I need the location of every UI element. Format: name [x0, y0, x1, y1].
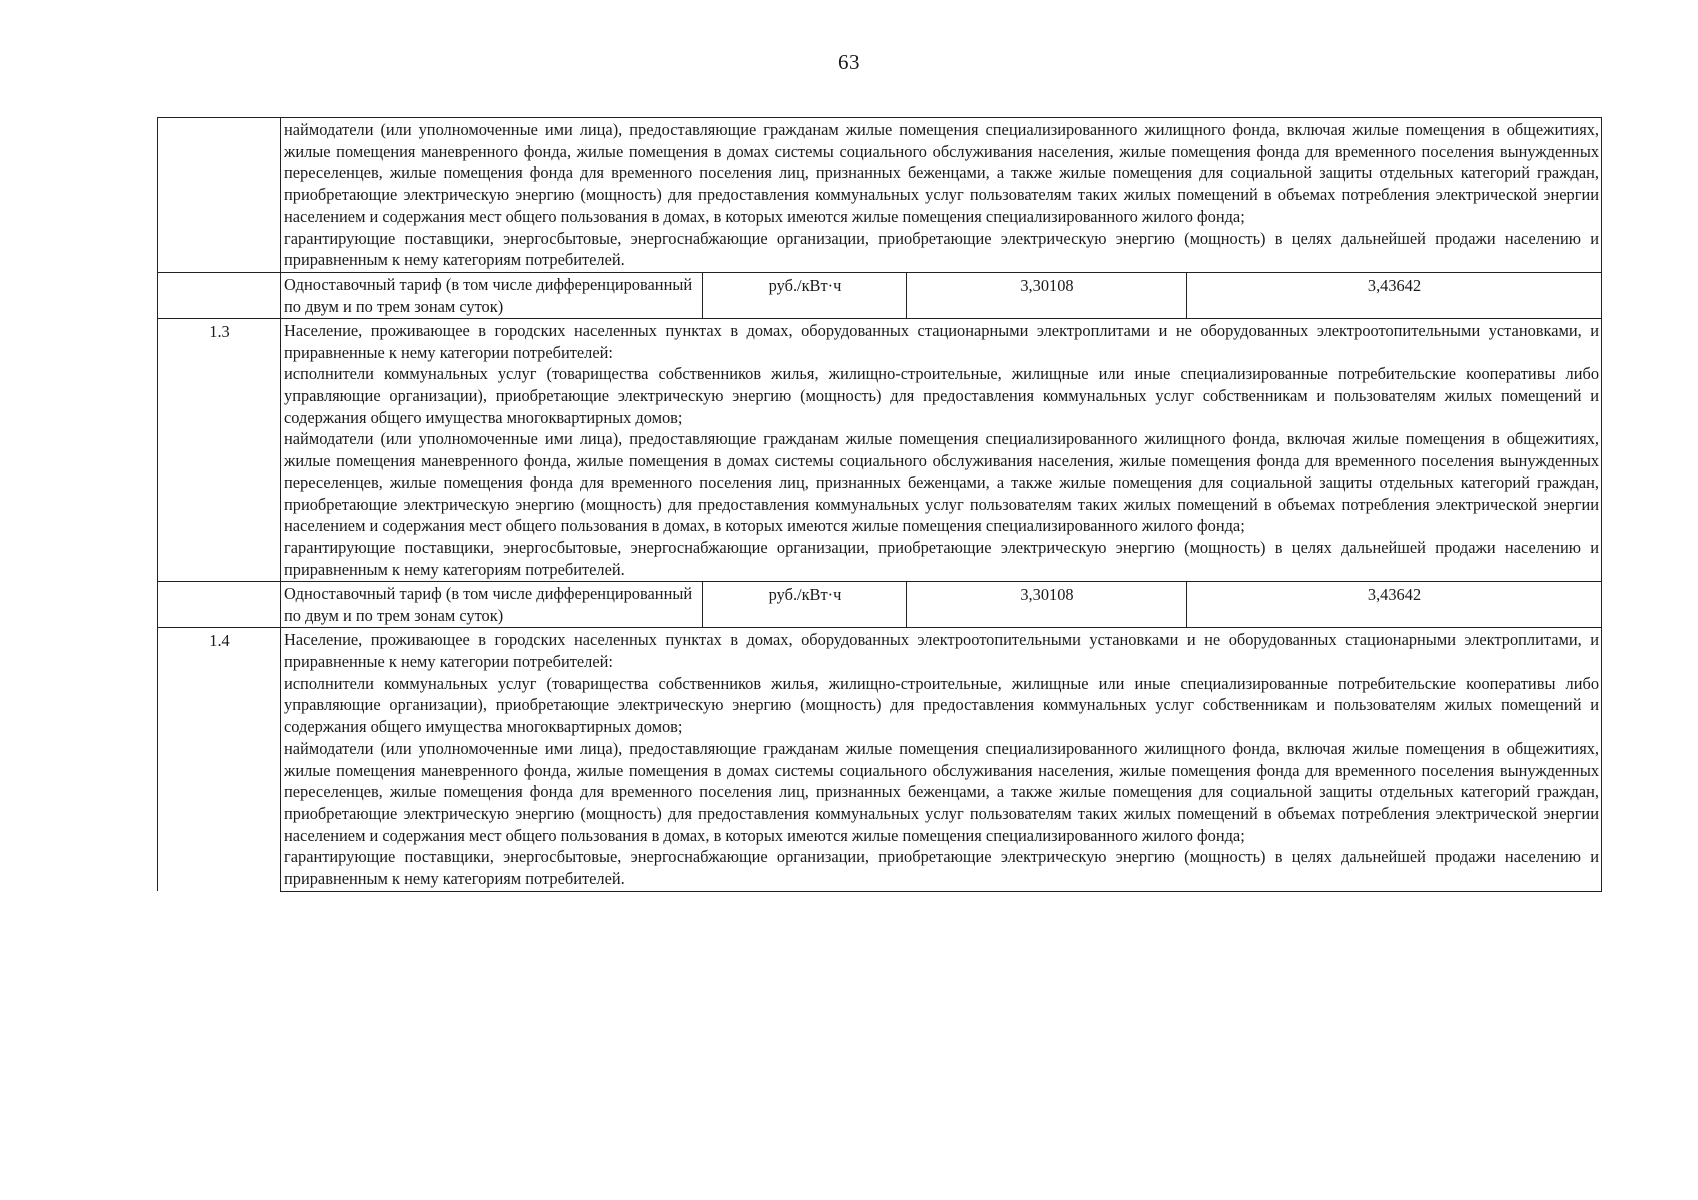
row-number-cell	[158, 582, 281, 628]
table-row-1-4	[158, 628, 1602, 891]
tariff-value-second-half-cell: 3,43642	[1187, 272, 1602, 318]
row-number-cell: 1.4	[158, 628, 281, 891]
row-description-cell	[281, 118, 1602, 273]
tariff-table	[157, 117, 1602, 892]
tariff-value-second-half-cell: 3,43642	[1187, 582, 1602, 628]
description-paragraph: гарантирующие поставщики, энергосбытовые, энергоснабжающие организации, приобретающие электрическую энергию (мощность) в целях дальнейшей продажи населению и приравненным к нему категориям потребителей.	[284, 847, 1600, 889]
tariff-value-first-half-cell: 3,30108	[907, 582, 1187, 628]
row-description-cell	[281, 628, 1602, 891]
tariff-value-first-half-cell: 3,30108	[907, 272, 1187, 318]
page-number: 63	[838, 50, 860, 74]
table-row-1-3	[158, 318, 1602, 581]
tariff-unit-cell: руб./кВт·ч	[703, 582, 907, 628]
row-number-cell: 1.3	[158, 318, 281, 581]
description-paragraph: наймодатели (или уполномоченные ими лица), предоставляющие гражданам жилые помещения специализированного жилищного фонда, включая жилые помещения в общежитиях, жилые помещения маневренного фонда, жилые помещения в домах системы социального обслуживания населения, жилые помещения фонда для временного поселения вынужденных переселенцев, жилые помещения фонда для временного поселения лиц, признанных беженцами, а также жилые помещения для социальной защиты отдельных категорий граждан, приобретающие электрическую энергию (мощность) для предоставления коммунальных услуг пользователям таких жилых помещений в объемах потребления электрической энергии населением и содержания мест общего пользования в домах, в которых имеются жилые помещения специализированного жилого фонда;	[284, 429, 1600, 536]
row-number-cell	[158, 272, 281, 318]
description-paragraph: Население, проживающее в городских населенных пунктах в домах, оборудованных стационарными электроплитами и не оборудованных электроотопительными установками, и приравненные к нему категории потребителей:	[284, 320, 1600, 362]
description-paragraph: исполнители коммунальных услуг (товарищества собственников жилья, жилищно-строительные, жилищные или иные специализированные потребительские кооперативы либо управляющие организации), приобретающие электрическую энергию (мощность) для предоставления коммунальных услуг собственникам и пользователям жилых помещений и содержания общего имущества многоквартирных домов;	[284, 673, 1600, 737]
row-number-cell	[158, 118, 281, 273]
description-paragraph: гарантирующие поставщики, энергосбытовые, энергоснабжающие организации, приобретающие электрическую энергию (мощность) в целях дальнейшей продажи населению и приравненным к нему категориям потребителей.	[284, 537, 1600, 579]
description-paragraph: гарантирующие поставщики, энергосбытовые, энергоснабжающие организации, приобретающие электрическую энергию (мощность) в целях дальнейшей продажи населению и приравненным к нему категориям потребителей.	[284, 228, 1600, 270]
table-row-tariff	[158, 582, 1602, 628]
table-row-continuation	[158, 118, 1602, 273]
description-paragraph: Население, проживающее в городских населенных пунктах в домах, оборудованных электроотопительными установками и не оборудованных стационарными электроплитами, и приравненные к нему категории потребителей:	[284, 630, 1600, 672]
table-row-tariff	[158, 272, 1602, 318]
tariff-unit-cell: руб./кВт·ч	[703, 272, 907, 318]
row-description-cell	[281, 318, 1602, 581]
description-paragraph: наймодатели (или уполномоченные ими лица), предоставляющие гражданам жилые помещения специализированного жилищного фонда, включая жилые помещения в общежитиях, жилые помещения маневренного фонда, жилые помещения в домах системы социального обслуживания населения, жилые помещения фонда для временного поселения вынужденных переселенцев, жилые помещения фонда для временного поселения лиц, признанных беженцами, а также жилые помещения для социальной защиты отдельных категорий граждан, приобретающие электрическую энергию (мощность) для предоставления коммунальных услуг пользователям таких жилых помещений в объемах потребления электрической энергии населением и содержания мест общего пользования в домах, в которых имеются жилые помещения специализированного жилого фонда;	[284, 738, 1600, 845]
tariff-name-cell: Одноставочный тариф (в том числе дифференцированный по двум и по трем зонам суток)	[281, 582, 703, 628]
tariff-name-cell: Одноставочный тариф (в том числе дифференцированный по двум и по трем зонам суток)	[281, 272, 703, 318]
description-paragraph: наймодатели (или уполномоченные ими лица), предоставляющие гражданам жилые помещения специализированного жилищного фонда, включая жилые помещения в общежитиях, жилые помещения маневренного фонда, жилые помещения в домах системы социального обслуживания населения, жилые помещения фонда для временного поселения вынужденных переселенцев, жилые помещения фонда для временного поселения лиц, признанных беженцами, а также жилые помещения для социальной защиты отдельных категорий граждан, приобретающие электрическую энергию (мощность) для предоставления коммунальных услуг пользователям таких жилых помещений в объемах потребления электрической энергии населением и содержания мест общего пользования в домах, в которых имеются жилые помещения специализированного жилого фонда;	[284, 120, 1600, 226]
description-paragraph: исполнители коммунальных услуг (товарищества собственников жилья, жилищно-строительные, жилищные или иные специализированные потребительские кооперативы либо управляющие организации), приобретающие электрическую энергию (мощность) для предоставления коммунальных услуг собственникам и пользователям жилых помещений и содержания общего имущества многоквартирных домов;	[284, 364, 1600, 427]
